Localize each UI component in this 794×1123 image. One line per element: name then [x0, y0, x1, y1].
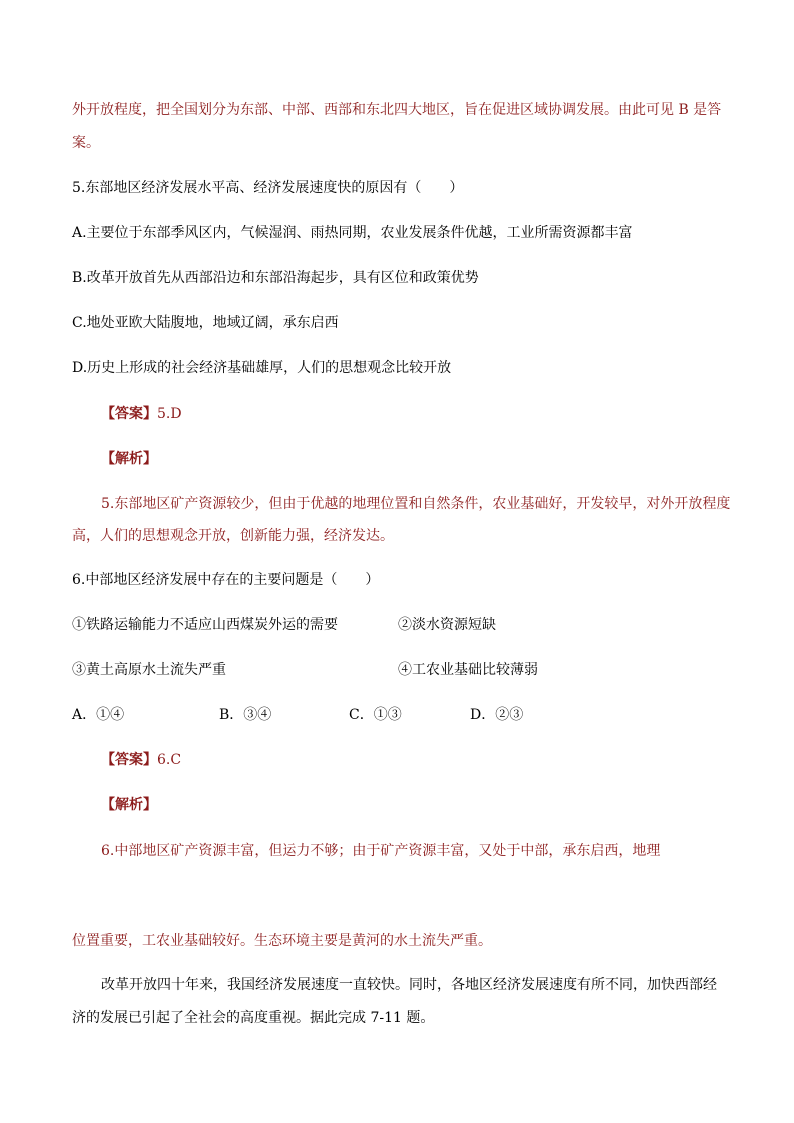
q6-item-1: ①铁路运输能力不适应山西煤炭外运的需要: [72, 617, 338, 633]
passage-line-1: 改革开放四十年来，我国经济发展速度一直较快。同时，各地区经济发展速度有所不同，加快西部经: [101, 977, 717, 993]
q6-choice-d: D．②③: [470, 707, 524, 723]
q5-option-d: D.历史上形成的社会经济基础雄厚，人们的思想观念比较开放: [72, 360, 452, 376]
q6-answer: [101, 748, 727, 772]
q5-analysis-line-1: 5.东部地区矿产资源较少，但由于优越的地理位置和自然条件，农业基础好，开发较早，对外开放程度: [101, 496, 731, 512]
intro-explanation-line-1: 外开放程度，把全国划分为东部、中部、西部和东北四大地区，旨在促进区域协调发展。由此可见 B 是答: [72, 102, 722, 118]
q5-option-b: B.改革开放首先从西部沿边和东部沿海起步，具有区位和政策优势: [72, 270, 479, 286]
intro-explanation-line-2: 案。: [72, 135, 100, 151]
q5-answer: [101, 402, 727, 426]
q6-analysis-tag: 【解析】: [101, 797, 157, 813]
q5-analysis-tag: 【解析】: [101, 451, 157, 467]
q6-analysis-line-1: 6.中部地区矿产资源丰富，但运力不够；由于矿产资源丰富，又处于中部，承东启西，地理: [101, 843, 661, 859]
q6-analysis-line-2: 位置重要，工农业基础较好。生态环境主要是黄河的水土流失严重。: [72, 933, 492, 949]
q6-stem: 6.中部地区经济发展中存在的主要问题是（ ）: [72, 572, 380, 588]
q5-answer-tag: 【答案】: [101, 406, 157, 422]
q5-answer-value: 5.D: [157, 406, 182, 422]
q5-stem: 5.东部地区经济发展水平高、经济发展速度快的原因有（ ）: [72, 180, 464, 196]
q5-option-c: C.地处亚欧大陆腹地，地域辽阔，承东启西: [72, 315, 339, 331]
q6-choice-c: C．①③: [349, 707, 402, 723]
q6-item-2: ②淡水资源短缺: [398, 617, 496, 633]
q6-answer-value: 6.C: [157, 752, 182, 768]
q5-option-a: A.主要位于东部季风区内，气候湿润、雨热同期，农业发展条件优越，工业所需资源都丰富: [72, 225, 633, 241]
q5-analysis-line-2: 高，人们的思想观念开放，创新能力强，经济发达。: [72, 528, 394, 544]
q6-item-3: ③黄土高原水土流失严重: [72, 662, 226, 678]
passage-line-2: 济的发展已引起了全社会的高度重视。据此完成 7-11 题。: [72, 1010, 435, 1026]
q6-choice-a: A．①④: [72, 707, 125, 723]
q6-item-4: ④工农业基础比较薄弱: [398, 662, 538, 678]
q6-choice-b: B．③④: [219, 707, 272, 723]
q6-answer-tag: 【答案】: [101, 752, 157, 768]
